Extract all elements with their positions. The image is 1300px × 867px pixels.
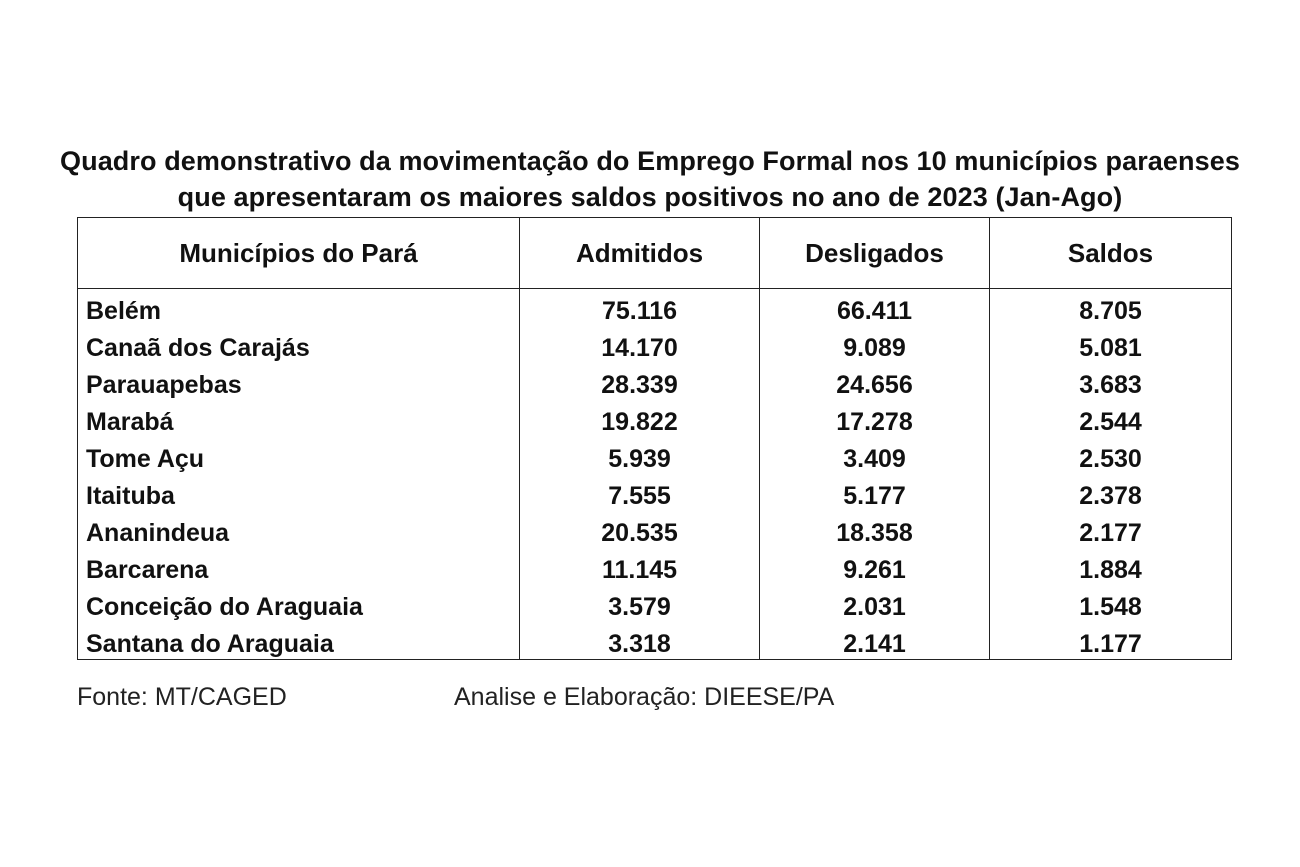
cell-municipio: Ananindeua [78,511,520,548]
cell-admitidos: 28.339 [520,363,760,400]
cell-saldos: 2.378 [990,474,1232,511]
table-row [78,363,1232,400]
cell-saldos: 2.544 [990,400,1232,437]
table-row [78,289,1232,327]
cell-saldos: 8.705 [990,289,1232,327]
table-row [78,511,1232,548]
cell-municipio: Santana do Araguaia [78,622,520,660]
header-municipios: Municípios do Pará [78,218,520,289]
cell-admitidos: 3.579 [520,585,760,622]
employment-table [77,217,1232,660]
cell-saldos: 1.177 [990,622,1232,660]
cell-admitidos: 20.535 [520,511,760,548]
cell-desligados: 5.177 [760,474,990,511]
cell-desligados: 66.411 [760,289,990,327]
credit-note: Analise e Elaboração: DIEESE/PA [454,683,835,711]
cell-desligados: 17.278 [760,400,990,437]
table-row [78,326,1232,363]
header-saldos: Saldos [990,218,1232,289]
cell-admitidos: 14.170 [520,326,760,363]
cell-admitidos: 7.555 [520,474,760,511]
cell-desligados: 9.089 [760,326,990,363]
title-line-1: Quadro demonstrativo da movimentação do Emprego Formal nos 10 municípios paraenses [60,146,1240,176]
cell-admitidos: 75.116 [520,289,760,327]
cell-desligados: 24.656 [760,363,990,400]
cell-desligados: 2.141 [760,622,990,660]
table-row [78,585,1232,622]
cell-desligados: 9.261 [760,548,990,585]
cell-admitidos: 3.318 [520,622,760,660]
cell-municipio: Belém [78,289,520,327]
cell-municipio: Barcarena [78,548,520,585]
cell-saldos: 2.530 [990,437,1232,474]
cell-saldos: 2.177 [990,511,1232,548]
header-desligados: Desligados [760,218,990,289]
cell-saldos: 1.884 [990,548,1232,585]
table-row [78,474,1232,511]
header-admitidos: Admitidos [520,218,760,289]
cell-saldos: 3.683 [990,363,1232,400]
cell-saldos: 5.081 [990,326,1232,363]
table-row [78,548,1232,585]
table-row [78,622,1232,660]
cell-municipio: Parauapebas [78,363,520,400]
source-note: Fonte: MT/CAGED [77,683,287,711]
table-header-row [78,218,1232,289]
title-line-2: que apresentaram os maiores saldos positivos no ano de 2023 (Jan-Ago) [177,182,1123,212]
cell-desligados: 2.031 [760,585,990,622]
cell-saldos: 1.548 [990,585,1232,622]
cell-admitidos: 11.145 [520,548,760,585]
cell-municipio: Tome Açu [78,437,520,474]
cell-desligados: 18.358 [760,511,990,548]
cell-desligados: 3.409 [760,437,990,474]
cell-municipio: Marabá [78,400,520,437]
cell-municipio: Conceição do Araguaia [78,585,520,622]
document-title [0,143,1300,215]
table-row [78,437,1232,474]
cell-admitidos: 5.939 [520,437,760,474]
cell-municipio: Canaã dos Carajás [78,326,520,363]
cell-municipio: Itaituba [78,474,520,511]
cell-admitidos: 19.822 [520,400,760,437]
table-row [78,400,1232,437]
